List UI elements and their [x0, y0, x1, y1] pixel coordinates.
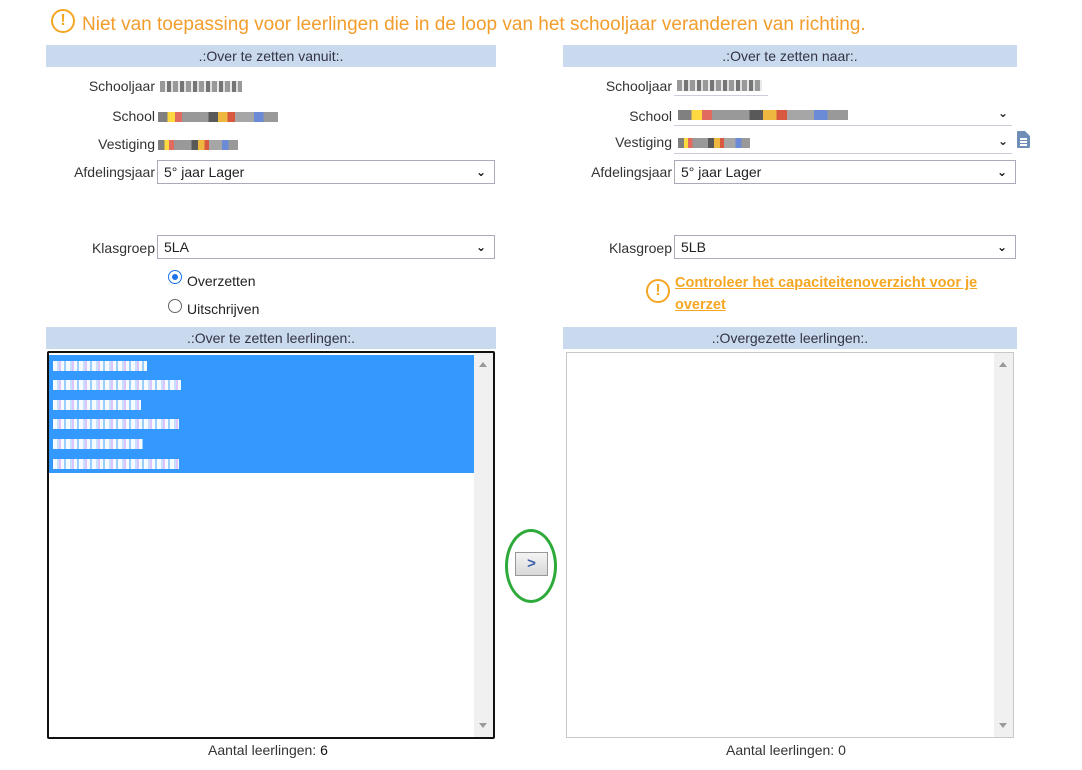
to-school-value [678, 110, 848, 120]
scroll-down-icon[interactable] [999, 723, 1007, 728]
source-students-items [49, 355, 474, 473]
from-vestiging-label: Vestiging [98, 136, 155, 152]
from-afdelingsjaar-label: Afdelingsjaar [74, 164, 155, 180]
from-schooljaar-value [160, 81, 242, 92]
source-count-value: 6 [320, 742, 328, 758]
target-students-listbox[interactable] [566, 352, 1014, 738]
scroll-up-icon[interactable] [479, 362, 487, 367]
to-klasgroep-select[interactable] [674, 235, 1016, 259]
list-item[interactable] [49, 355, 474, 375]
from-school-label: School [112, 108, 155, 124]
list-item[interactable] [49, 414, 474, 434]
to-schooljaar-value [677, 80, 762, 91]
to-vestiging-value [678, 138, 750, 148]
from-section-header: .:Over te zetten vanuit:. [46, 45, 496, 67]
from-school-value [158, 112, 278, 122]
source-count [208, 742, 328, 758]
scroll-up-icon[interactable] [999, 362, 1007, 367]
from-klasgroep-value: 5LA [164, 239, 189, 255]
target-scrollbar[interactable] [994, 353, 1013, 737]
to-afdelingsjaar-label: Afdelingsjaar [591, 164, 672, 180]
to-school-select[interactable] [674, 102, 1012, 126]
to-section-header: .:Over te zetten naar:. [563, 45, 1017, 67]
capacity-overview-link[interactable]: Controleer het capaciteitenoverzicht voor je overzet [675, 275, 978, 313]
from-afdelingsjaar-value: 5° jaar Lager [164, 164, 245, 180]
to-afdelingsjaar-select[interactable] [674, 160, 1016, 184]
overzetten-radio[interactable] [168, 270, 182, 284]
exclamation-circle-icon: ! [646, 279, 670, 303]
list-item[interactable] [49, 433, 474, 453]
to-vestiging-label: Vestiging [615, 134, 672, 150]
uitschrijven-radio[interactable] [168, 299, 182, 313]
chevron-down-icon: ⌄ [997, 106, 1008, 120]
move-students-button[interactable]: > [515, 552, 548, 576]
target-count [726, 742, 846, 758]
source-students-listbox[interactable] [47, 351, 495, 739]
warning-text: Niet van toepassing voor leerlingen die in de loop van het schooljaar veranderen van richting. [82, 14, 866, 35]
chevron-down-icon: ⌄ [997, 134, 1008, 148]
chevron-down-icon: ⌄ [996, 165, 1007, 179]
document-icon[interactable] [1017, 131, 1030, 148]
from-schooljaar-label: Schooljaar [88, 78, 155, 94]
to-afdelingsjaar-value: 5° jaar Lager [681, 164, 762, 180]
from-klasgroep-label: Klasgroep [91, 240, 155, 256]
overzetten-label: Overzetten [187, 273, 256, 289]
uitschrijven-label: Uitschrijven [187, 301, 260, 317]
list-item[interactable] [49, 394, 474, 414]
from-afdelingsjaar-select[interactable] [157, 160, 495, 184]
list-item[interactable] [49, 375, 474, 395]
to-school-label: School [629, 108, 672, 124]
source-count-label: Aantal leerlingen: [208, 742, 317, 758]
to-vestiging-select[interactable] [674, 130, 1012, 154]
target-list-header: .:Overgezette leerlingen:. [563, 327, 1017, 349]
target-count-label: Aantal leerlingen: [726, 742, 835, 758]
chevron-down-icon: ⌄ [475, 240, 486, 254]
to-klasgroep-label: Klasgroep [608, 240, 672, 256]
source-list-header: .:Over te zetten leerlingen:. [46, 327, 496, 349]
target-count-value: 0 [838, 742, 846, 758]
from-klasgroep-select[interactable] [157, 235, 495, 259]
source-scrollbar[interactable] [474, 353, 493, 737]
chevron-down-icon: ⌄ [996, 240, 1007, 254]
list-item[interactable] [49, 453, 474, 473]
chevron-down-icon: ⌄ [475, 165, 486, 179]
to-schooljaar-field[interactable] [674, 72, 768, 96]
to-schooljaar-label: Schooljaar [605, 78, 672, 94]
scroll-down-icon[interactable] [479, 723, 487, 728]
exclamation-circle-icon: ! [51, 9, 75, 33]
to-klasgroep-value: 5LB [681, 239, 706, 255]
from-vestiging-value [158, 140, 238, 150]
